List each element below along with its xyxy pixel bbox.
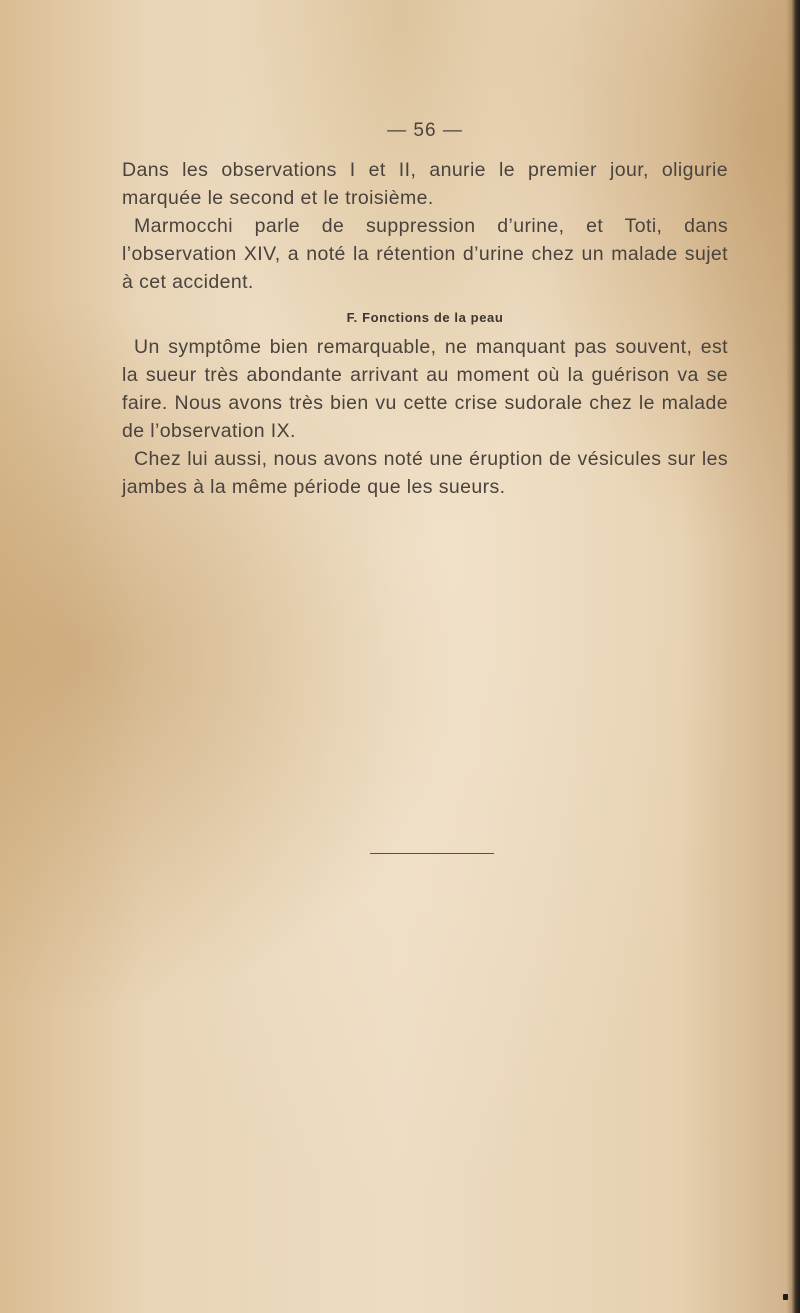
page-edge-shadow bbox=[786, 0, 800, 1313]
page-body bbox=[122, 120, 728, 501]
section-end-rule bbox=[370, 853, 494, 854]
ink-speck bbox=[783, 1294, 788, 1300]
paragraph-2: Marmocchi parle de suppression d’urine, et Toti, dans l’observation XIV, a noté la rétention d’urine chez un malade sujet à cet accident. bbox=[122, 215, 728, 293]
paragraph-1: Dans les observations I et II, anurie le premier jour, oligurie marquée le second et le troisième. bbox=[122, 159, 728, 209]
section-heading: F. Fonctions de la peau bbox=[346, 310, 504, 325]
paragraph-4: Chez lui aussi, nous avons noté une éruption de vésicules sur les jambes à la même période que les sueurs. bbox=[122, 448, 728, 498]
page-number: — 56 — bbox=[387, 120, 463, 141]
paragraph-3: Un symptôme bien remarquable, ne manquant pas souvent, est la sueur très abondante arrivant au moment où la guérison va se faire. Nous avons très bien vu cette crise sudorale chez le malade de l’observation IX. bbox=[122, 336, 728, 442]
